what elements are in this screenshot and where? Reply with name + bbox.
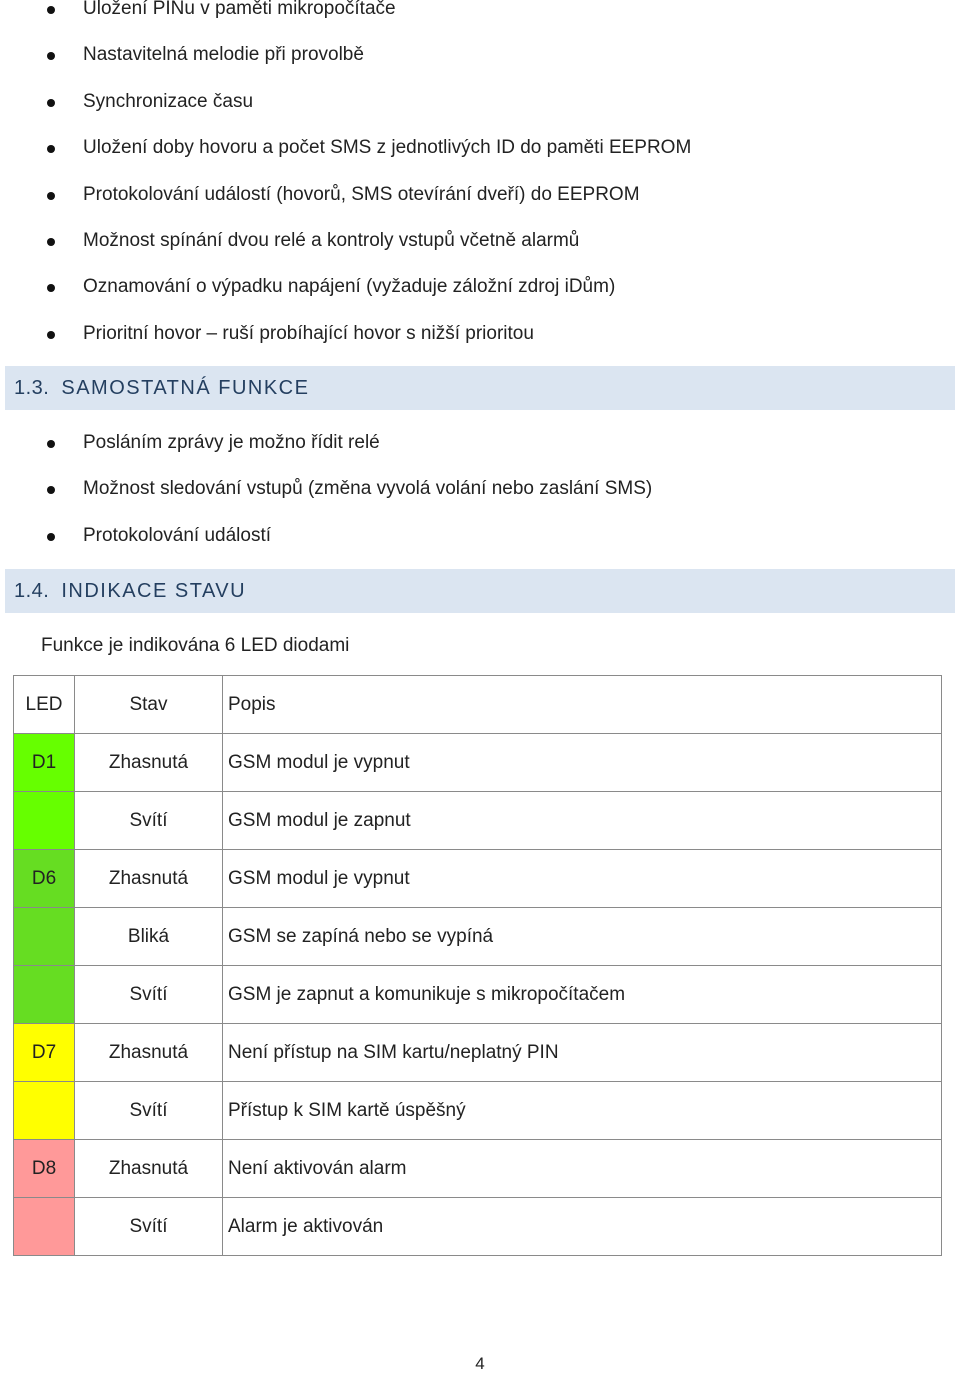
table-row	[14, 792, 942, 850]
section-title: INDIKACE STAVU	[61, 579, 247, 602]
standalone-feature-list	[0, 434, 960, 573]
section-title: SAMOSTATNÁ FUNKCE	[61, 376, 310, 399]
led-cell	[14, 1082, 75, 1140]
table-row	[14, 1198, 942, 1256]
list-item: Synchronizace času	[0, 93, 960, 139]
page-number: 4	[475, 1354, 485, 1373]
led-cell: D6	[14, 850, 75, 908]
description-cell: Není přístup na SIM kartu/neplatný PIN	[223, 1024, 942, 1082]
state-cell: Zhasnutá	[75, 1024, 223, 1082]
state-cell: Zhasnutá	[75, 734, 223, 792]
list-item: Protokolování událostí (hovorů, SMS otevírání dveří) do EEPROM	[0, 186, 960, 232]
bullet-icon	[47, 284, 55, 292]
header-led: LED	[14, 676, 75, 734]
led-cell	[14, 792, 75, 850]
header-description: Popis	[223, 676, 942, 734]
led-cell: D7	[14, 1024, 75, 1082]
bullet-icon	[47, 331, 55, 339]
description-cell: Není aktivován alarm	[223, 1140, 942, 1198]
bullet-icon	[47, 440, 55, 448]
state-cell: Zhasnutá	[75, 1140, 223, 1198]
feature-list	[0, 0, 960, 371]
bullet-icon	[47, 52, 55, 60]
list-item: Prioritní hovor – ruší probíhající hovor s nižší prioritou	[0, 325, 960, 371]
intro-text: Funkce je indikována 6 LED diodami	[41, 635, 350, 656]
bullet-icon	[47, 238, 55, 246]
table-row	[14, 908, 942, 966]
led-cell	[14, 1198, 75, 1256]
description-cell: GSM modul je vypnut	[223, 734, 942, 792]
section-heading-status	[5, 569, 955, 613]
list-item: Posláním zprávy je možno řídit relé	[0, 434, 960, 480]
list-item: Možnost spínání dvou relé a kontroly vstupů včetně alarmů	[0, 232, 960, 278]
bullet-icon	[47, 533, 55, 541]
bullet-icon	[47, 192, 55, 200]
section-number: 1.3.	[14, 376, 50, 399]
table-row	[14, 850, 942, 908]
led-cell	[14, 908, 75, 966]
description-cell: Alarm je aktivován	[223, 1198, 942, 1256]
state-cell: Svítí	[75, 792, 223, 850]
description-cell: GSM se zapíná nebo se vypíná	[223, 908, 942, 966]
section-heading-standalone	[5, 366, 955, 410]
state-cell: Bliká	[75, 908, 223, 966]
table-header-row	[14, 676, 942, 734]
section-number: 1.4.	[14, 579, 50, 602]
led-cell: D8	[14, 1140, 75, 1198]
description-cell: GSM modul je zapnut	[223, 792, 942, 850]
bullet-icon	[47, 99, 55, 107]
table-row	[14, 1082, 942, 1140]
led-cell	[14, 966, 75, 1024]
table-row	[14, 1024, 942, 1082]
list-item: Protokolování událostí	[0, 527, 960, 573]
list-item: Uložení doby hovoru a počet SMS z jednotlivých ID do paměti EEPROM	[0, 139, 960, 185]
description-cell: Přístup k SIM kartě úspěšný	[223, 1082, 942, 1140]
led-status-table	[13, 675, 942, 1256]
led-cell: D1	[14, 734, 75, 792]
header-state: Stav	[75, 676, 223, 734]
state-cell: Svítí	[75, 1198, 223, 1256]
description-cell: GSM je zapnut a komunikuje s mikropočítačem	[223, 966, 942, 1024]
list-item: Oznamování o výpadku napájení (vyžaduje záložní zdroj iDům)	[0, 278, 960, 324]
bullet-icon	[47, 486, 55, 494]
table-row	[14, 1140, 942, 1198]
bullet-icon	[47, 145, 55, 153]
description-cell: GSM modul je vypnut	[223, 850, 942, 908]
list-item: Uložení PINu v paměti mikropočítače	[0, 0, 960, 46]
state-cell: Svítí	[75, 966, 223, 1024]
table-row	[14, 734, 942, 792]
state-cell: Zhasnutá	[75, 850, 223, 908]
state-cell: Svítí	[75, 1082, 223, 1140]
bullet-icon	[47, 6, 55, 14]
list-item: Možnost sledování vstupů (změna vyvolá volání nebo zaslání SMS)	[0, 480, 960, 526]
table-row	[14, 966, 942, 1024]
list-item: Nastavitelná melodie při provolbě	[0, 46, 960, 92]
